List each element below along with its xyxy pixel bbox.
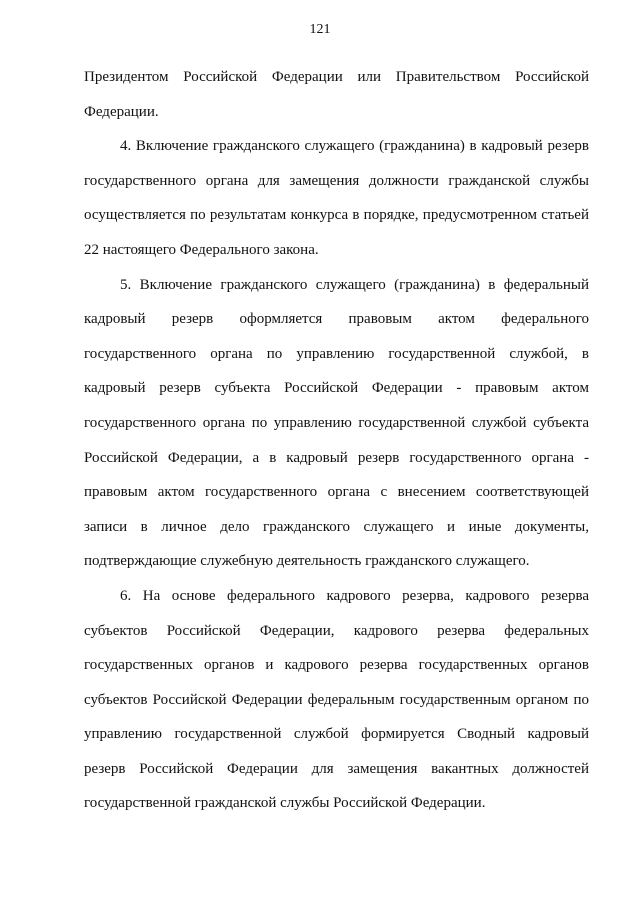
paragraph-item-4: 4. Включение гражданского служащего (гражданина) в кадровый резерв государственного органа для замещения должности гражданской службы осуществляется по результатам конкурса в порядке, предусмотренном статьей 22 настоящего Федерального закона. <box>84 138 589 258</box>
paragraph-item-6: 6. На основе федерального кадрового резерва, кадрового резерва субъектов Российской Федерации, кадрового резерва федеральных государственных органов и кадрового резерва государственных органов субъектов Российской Федерации федеральным государственным органом по управлению государственной службой формируется Сводный кадровый резерв Российской Федерации для замещения вакантных должностей государственной гражданской службы Российской Федерации. <box>84 587 589 812</box>
document-body <box>84 60 589 821</box>
page-number: 121 <box>309 22 331 37</box>
paragraph-continuation: Президентом Российской Федерации или Правительством Российской Федерации. <box>84 69 589 120</box>
paragraph-item-5: 5. Включение гражданского служащего (гражданина) в федеральный кадровый резерв оформляется правовым актом федерального государственного органа по управлению государственной службой, в кадровый резерв субъекта Российской Федерации - правовым актом государственного органа по управлению государственной службой субъекта Российской Федерации, а в кадровый резерв государственного органа - правовым актом государственного органа с внесением соответствующей записи в личное дело гражданского служащего и иные документы, подтверждающие служебную деятельность гражданского служащего. <box>84 276 589 570</box>
